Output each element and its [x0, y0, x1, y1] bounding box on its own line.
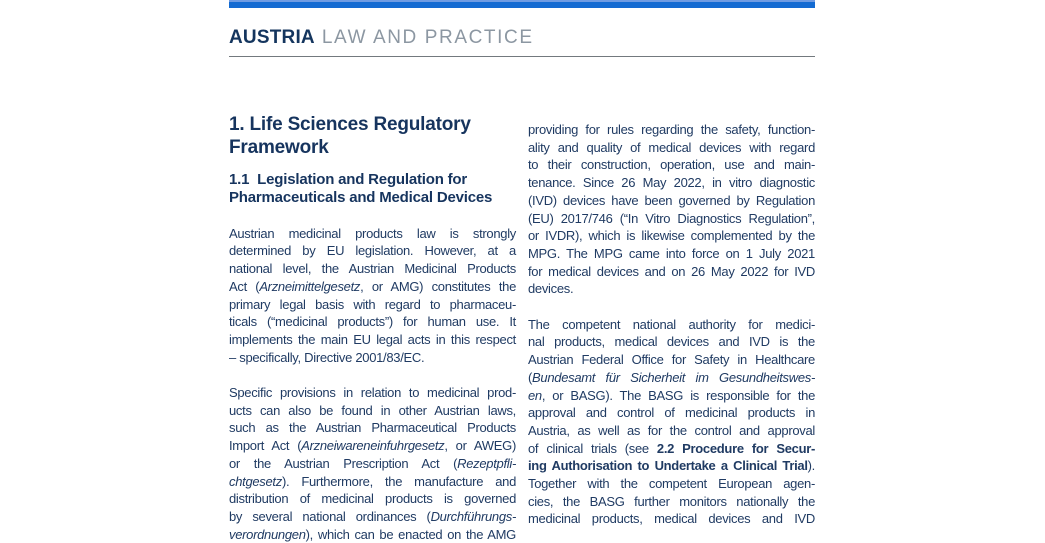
- header-country: AUSTRIA: [229, 27, 315, 48]
- text-line: Act (Arzneimittelgesetz, or AMG) constitutes the: [229, 278, 516, 294]
- text-line: tenance. Since 26 May 2022, in vitro diagnostic: [528, 175, 815, 191]
- text-column-right: [528, 121, 815, 527]
- text-line: primary legal basis with regard to pharmaceu-: [229, 296, 516, 312]
- text-line: (IVD) devices have been governed by Regulation: [528, 192, 815, 208]
- text-line: implements the main EU legal acts in this respect: [229, 331, 516, 347]
- text-line: – specifically, Directive 2001/83/EC.: [229, 349, 425, 365]
- text-line: determined by EU legislation. However, at a: [229, 243, 516, 259]
- section-heading: [229, 113, 516, 159]
- text-line: (Bundesamt für Sicherheit im Gesundheitswes-: [528, 369, 815, 385]
- text-line: en, or BASG). The BASG is responsible for the: [528, 387, 815, 403]
- text-line: Specific provisions in relation to medicinal prod-: [229, 385, 516, 400]
- paragraph: [229, 225, 516, 367]
- text-line: Austria, as well as for the control and approval: [528, 422, 815, 438]
- heading-line: 1.1 Legislation and Regulation for: [229, 171, 468, 188]
- text-line: medicinal products, medical devices and IVD: [528, 511, 815, 527]
- text-line: by several national ordinances (Durchführungs-: [229, 508, 516, 524]
- text-line: or the Austrian Prescription Act (Rezeptpfli-: [229, 455, 516, 471]
- text-line: chtgesetz). Furthermore, the manufacture and: [229, 473, 516, 489]
- text-line: providing for rules regarding the safety, function-: [528, 122, 815, 137]
- text-line: ality and quality of medical devices with regard: [528, 139, 815, 155]
- text-line: ing Authorisation to Undertake a Clinical Trial).: [528, 458, 815, 474]
- heading-line: Framework: [229, 137, 329, 158]
- heading-line: Pharmaceuticals and Medical Devices: [229, 189, 493, 206]
- text-line: or IVDR), which is likewise complemented by the: [528, 228, 815, 244]
- header-rule: [229, 56, 815, 57]
- text-line: MPG. The MPG came into force on 1 July 2021: [528, 245, 815, 261]
- text-line: (EU) 2017/746 (“In Vitro Diagnostics Regulation”,: [528, 210, 815, 226]
- text-line: Together with the competent European agen-: [528, 476, 815, 492]
- heading-line: 1. Life Sciences Regulatory: [229, 114, 471, 135]
- header-section: LAW AND PRACTICE: [321, 27, 534, 48]
- paragraph: [229, 384, 516, 543]
- accent-bar: [229, 0, 815, 8]
- text-line: such as the Austrian Pharmaceutical Products: [229, 420, 516, 436]
- text-line: Austrian medicinal products law is strongly: [229, 225, 516, 241]
- text-line: nal products, medical devices and IVD is the: [528, 334, 815, 350]
- text-line: ucts can also be found in other Austrian laws,: [229, 402, 516, 418]
- text-line: cies, the BASG further monitors nationally the: [528, 493, 815, 509]
- text-line: verordnungen), which can be enacted on the AMG: [229, 526, 516, 542]
- text-line: ticals (“medicinal products”) for human use. It: [229, 314, 516, 330]
- paragraph: [528, 121, 815, 298]
- text-line: national level, the Austrian Medicinal Products: [229, 261, 516, 277]
- text-column-left: [229, 113, 516, 542]
- text-line: of clinical trials (see 2.2 Procedure for Secur-: [528, 440, 815, 456]
- paragraph: [528, 316, 815, 528]
- text-line: Austrian Federal Office for Safety in Healthcare: [528, 352, 815, 368]
- text-line: for medical devices and on 26 May 2022 for IVD: [528, 263, 815, 279]
- section-heading: [229, 171, 516, 207]
- text-line: approval and control of medicinal products in: [528, 405, 815, 421]
- page-header: [229, 27, 815, 49]
- text-line: Import Act (Arzneiwareneinfuhrgesetz, or AWEG): [229, 438, 516, 454]
- text-line: to their construction, operation, use and main-: [528, 157, 815, 173]
- text-line: The competent national authority for medici-: [528, 316, 815, 332]
- text-line: devices.: [528, 281, 574, 297]
- text-line: distribution of medicinal products is governed: [229, 491, 516, 507]
